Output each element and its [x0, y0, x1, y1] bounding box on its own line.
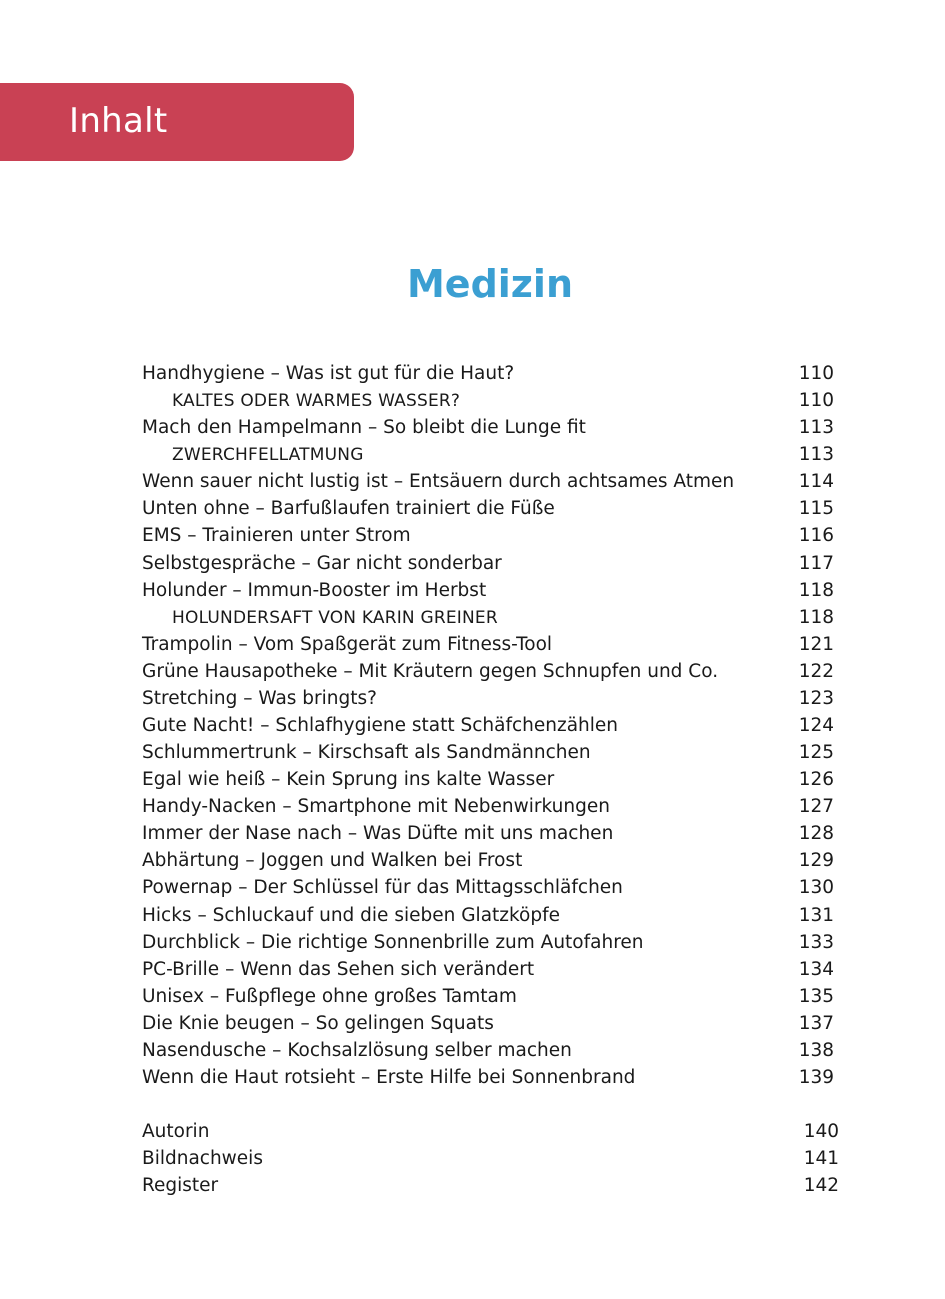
toc-entry[interactable]	[142, 902, 834, 929]
toc-entry-title: HOLUNDERSAFT VON KARIN GREINER	[172, 607, 498, 628]
toc-page-number: 139	[798, 1067, 834, 1089]
toc-entry[interactable]	[142, 1064, 834, 1091]
toc-page-number: 129	[798, 850, 834, 872]
toc-page-number: 110	[798, 390, 834, 412]
toc-entry-title: Bildnachweis	[142, 1148, 263, 1170]
toc-page-number: 137	[798, 1012, 834, 1034]
toc-page-number: 141	[803, 1148, 839, 1170]
toc-entry-title: KALTES ODER WARMES WASSER?	[172, 391, 461, 412]
toc-entry-title: EMS – Trainieren unter Strom	[142, 525, 411, 547]
toc-entry[interactable]	[142, 956, 834, 983]
toc-entry[interactable]	[142, 360, 834, 387]
toc-entry[interactable]	[142, 739, 834, 766]
toc-entry[interactable]	[142, 685, 834, 712]
header-tab-label: Inhalt	[69, 101, 168, 141]
toc-entry[interactable]	[142, 577, 834, 604]
toc-entry-title: Mach den Hampelmann – So bleibt die Lunge fit	[142, 417, 586, 439]
toc-entry[interactable]	[142, 874, 834, 901]
toc-entry[interactable]	[142, 766, 834, 793]
toc-page-number: 140	[803, 1121, 839, 1142]
toc-entry-title: Gute Nacht! – Schlafhygiene statt Schäfchenzählen	[142, 715, 619, 737]
toc-page-number: 130	[798, 877, 834, 899]
toc-entry-title: ZWERCHFELLATMUNG	[172, 445, 364, 466]
toc-page-number: 126	[798, 769, 834, 791]
toc-subentry[interactable]	[142, 387, 834, 414]
toc-page-number: 118	[798, 579, 834, 601]
toc-entry[interactable]	[142, 1010, 834, 1037]
toc-entry[interactable]	[142, 793, 834, 820]
toc-entry[interactable]	[142, 495, 834, 522]
toc-page-number: 122	[798, 660, 834, 682]
toc-page-number: 138	[798, 1039, 834, 1061]
toc-entry-title: Unisex – Fußpflege ohne großes Tamtam	[142, 985, 517, 1007]
toc-page-number: 114	[798, 471, 834, 493]
toc-subentry[interactable]	[142, 441, 834, 468]
toc-entry-title: PC-Brille – Wenn das Sehen sich verändert	[142, 958, 535, 980]
toc-page-number: 124	[798, 715, 834, 737]
toc-entry-title: Register	[142, 1175, 219, 1197]
toc-page-number: 127	[798, 796, 834, 818]
toc-page-number: 134	[798, 958, 834, 980]
toc-page-number: 116	[798, 525, 834, 547]
toc-page-number: 135	[798, 985, 834, 1007]
toc-entry[interactable]	[142, 414, 834, 441]
toc-entry-title: Durchblick – Die richtige Sonnenbrille zum Autofahren	[142, 931, 644, 953]
toc-page-number: 131	[798, 904, 834, 926]
toc-entry[interactable]	[142, 631, 834, 658]
toc-entry-title: Handy-Nacken – Smartphone mit Nebenwirkungen	[142, 796, 610, 818]
toc-entry-title: Hicks – Schluckauf und die sieben Glatzköpfe	[142, 904, 561, 926]
toc-entry[interactable]	[142, 983, 834, 1010]
toc-entry-title: Wenn die Haut rotsieht – Erste Hilfe bei Sonnenbrand	[142, 1067, 636, 1089]
toc-entry[interactable]	[142, 550, 834, 577]
toc-entry-title: Unten ohne – Barfußlaufen trainiert die Füße	[142, 498, 555, 520]
toc-entry[interactable]	[142, 847, 834, 874]
toc-entry[interactable]	[142, 522, 834, 549]
toc-entry-title: Wenn sauer nicht lustig ist – Entsäuern durch achtsames Atmen	[142, 471, 735, 493]
toc-entry-title: Grüne Hausapotheke – Mit Kräutern gegen Schnupfen und Co.	[142, 660, 719, 682]
toc-entry-title: Nasendusche – Kochsalzlösung selber machen	[142, 1039, 572, 1061]
toc-entry-title: Schlummertrunk – Kirschsaft als Sandmännchen	[142, 742, 591, 764]
toc-page-number: 117	[798, 552, 834, 574]
toc-entry-title: Powernap – Der Schlüssel für das Mittagsschläfchen	[142, 877, 623, 899]
toc-entry-title: Selbstgespräche – Gar nicht sonderbar	[142, 552, 502, 574]
toc-page-number: 115	[798, 498, 834, 520]
toc-entry[interactable]	[142, 1172, 839, 1199]
toc-entry-title: Stretching – Was bringts?	[142, 687, 377, 709]
toc-entry-title: Handhygiene – Was ist gut für die Haut?	[142, 363, 515, 384]
toc-entry-title: Trampolin – Vom Spaßgerät zum Fitness-Tool	[142, 633, 553, 655]
toc-page-number: 123	[798, 687, 834, 709]
toc-page-number: 133	[798, 931, 834, 953]
toc-entry[interactable]	[142, 658, 834, 685]
header-tab	[0, 83, 354, 161]
toc-entry[interactable]	[142, 929, 834, 956]
section-title: Medizin	[406, 262, 573, 306]
toc-entry-title: Die Knie beugen – So gelingen Squats	[142, 1012, 494, 1034]
toc-entry-title: Autorin	[142, 1121, 210, 1142]
toc-entry[interactable]	[142, 1145, 839, 1172]
toc-page-number: 121	[798, 633, 834, 655]
toc-entry[interactable]	[142, 1118, 839, 1145]
toc-entry-title: Holunder – Immun-Booster im Herbst	[142, 579, 487, 601]
toc-entry[interactable]	[142, 468, 834, 495]
toc-entry-title: Immer der Nase nach – Was Düfte mit uns machen	[142, 823, 614, 845]
toc-page-number: 118	[798, 606, 834, 628]
toc-entry[interactable]	[142, 820, 834, 847]
toc-page-number: 125	[798, 742, 834, 764]
back-matter-list	[142, 1118, 839, 1199]
toc-entry-title: Egal wie heiß – Kein Sprung ins kalte Wasser	[142, 769, 555, 791]
toc-entry-title: Abhärtung – Joggen und Walken bei Frost	[142, 850, 523, 872]
table-of-contents	[142, 360, 834, 1091]
toc-page-number: 142	[803, 1175, 839, 1197]
toc-page-number: 113	[798, 444, 834, 466]
toc-page-number: 113	[798, 417, 834, 439]
toc-subentry[interactable]	[142, 604, 834, 631]
toc-page-number: 110	[798, 363, 834, 384]
toc-entry[interactable]	[142, 712, 834, 739]
toc-page-number: 128	[798, 823, 834, 845]
toc-entry[interactable]	[142, 1037, 834, 1064]
